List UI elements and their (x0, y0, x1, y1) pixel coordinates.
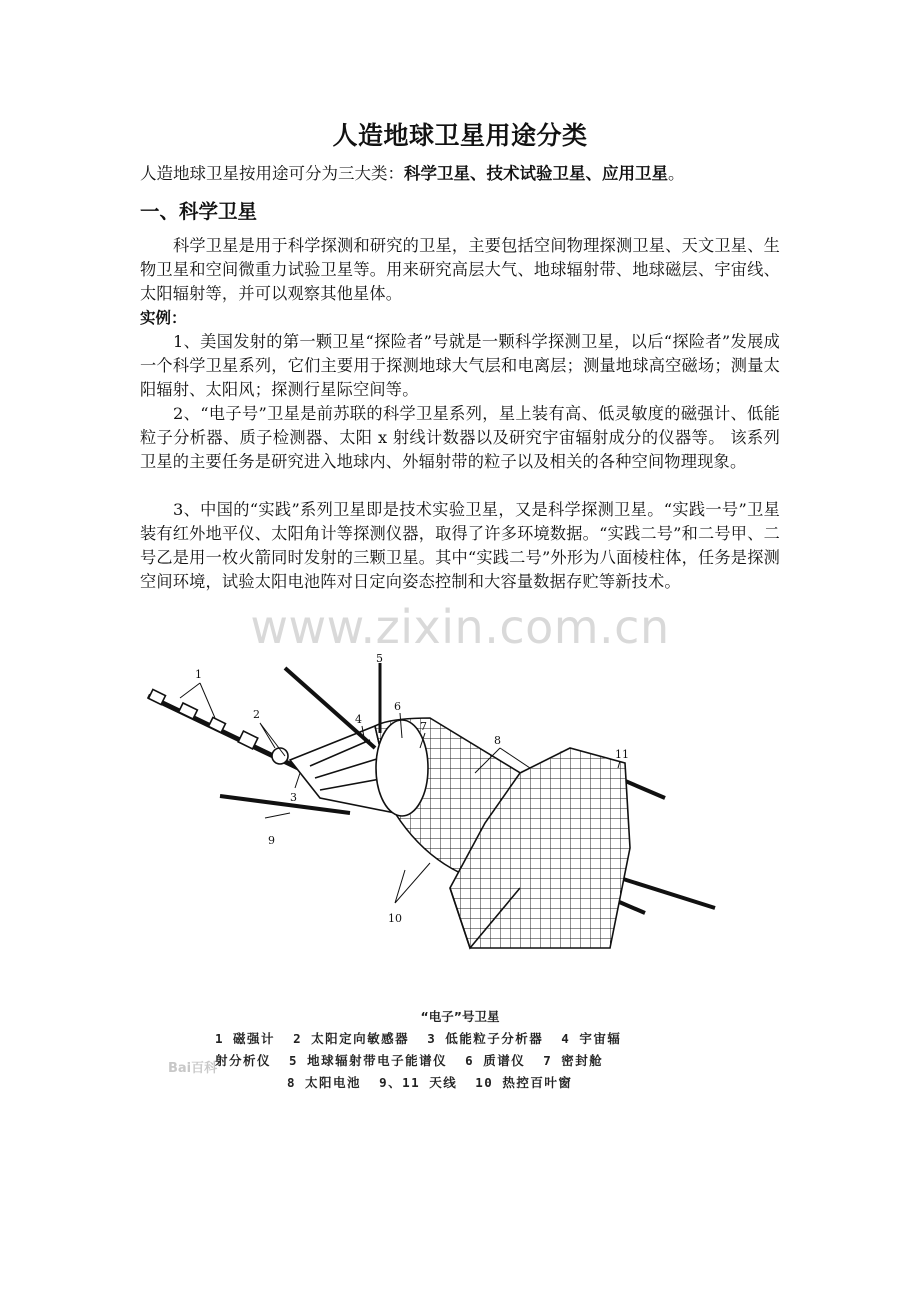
figure-caption-title: “电子”号卫星 (420, 1009, 500, 1024)
callout-11: 11 (615, 748, 629, 761)
figure-caption-line-3: 8 太阳电池 9、11 天线 10 热控百叶窗 (287, 1075, 573, 1090)
intro-prefix: 人造地球卫星按用途可分为三大类： (140, 164, 404, 183)
examples-label: 实例： (140, 309, 187, 327)
section-paragraph: 科学卫星是用于科学探测和研究的卫星，主要包括空间物理探测卫星、天文卫星、生物卫星和空间微重力试验卫星等。用来研究高层大气、地球辐射带、地球磁层、宇宙线、太阳辐射等，并可以观察其他星体。 (140, 236, 780, 303)
callout-8: 8 (494, 734, 501, 747)
callout-2: 2 (253, 708, 260, 721)
example-3: 3、中国的“实践”系列卫星即是技术实验卫星，又是科学探测卫星。“实践一号”卫星装有红外地平仪、太阳角计等探测仪器，取得了许多环境数据。“实践二号”和二号甲、二号乙是用一枚火箭同时发射的三颗卫星。其中“实践二号”外形为八面棱柱体，任务是探测空间环境，试验太阳电池阵对日定向姿态控制和大容量数据存贮等新技术。 (140, 500, 780, 591)
intro-emphasis: 科学卫星、技术试验卫星、应用卫星 (404, 164, 668, 183)
callout-10: 10 (388, 912, 402, 925)
figure-caption-line-1: 1 磁强计 2 太阳定向敏感器 3 低能粒子分析器 4 宇宙辐 (215, 1031, 622, 1046)
baidu-watermark: Bai百科 (168, 1061, 218, 1076)
section-heading: 一、科学卫星 (140, 200, 258, 223)
example-1: 1、美国发射的第一颗卫星“探险者”号就是一颗科学探测卫星，以后“探险者”发展成一个科学卫星系列，它们主要用于探测地球大气层和电离层；测量地球高空磁场；测量太阳辐射、太阳风；探测行星际空间等。 (140, 332, 780, 399)
callout-6: 6 (394, 700, 401, 713)
intro-line (140, 160, 685, 184)
callout-3: 3 (290, 791, 297, 804)
callout-4: 4 (355, 713, 362, 726)
page-title: 人造地球卫星用途分类 (332, 121, 588, 150)
callout-9: 9 (268, 834, 275, 847)
callout-7: 7 (420, 720, 427, 733)
callout-5: 5 (376, 652, 383, 665)
figure-caption-line-2: 射分析仪 5 地球辐射带电子能谱仪 6 质谱仪 7 密封舱 (215, 1053, 604, 1068)
watermark: www.zixin.com.cn (250, 600, 670, 654)
example-2: 2、“电子号”卫星是前苏联的科学卫星系列，星上装有高、低灵敏度的磁强计、低能粒子分析器、质子检测器、太阳 x 射线计数器以及研究宇宙辐射成分的仪器等。 该系列卫星的主要任务是研究进入地球内、外辐射带的粒子以及相关的各种空间物理现象。 (140, 404, 780, 471)
satellite-illustration (140, 648, 740, 998)
intro-suffix: 。 (668, 164, 685, 183)
callout-1: 1 (195, 668, 202, 681)
